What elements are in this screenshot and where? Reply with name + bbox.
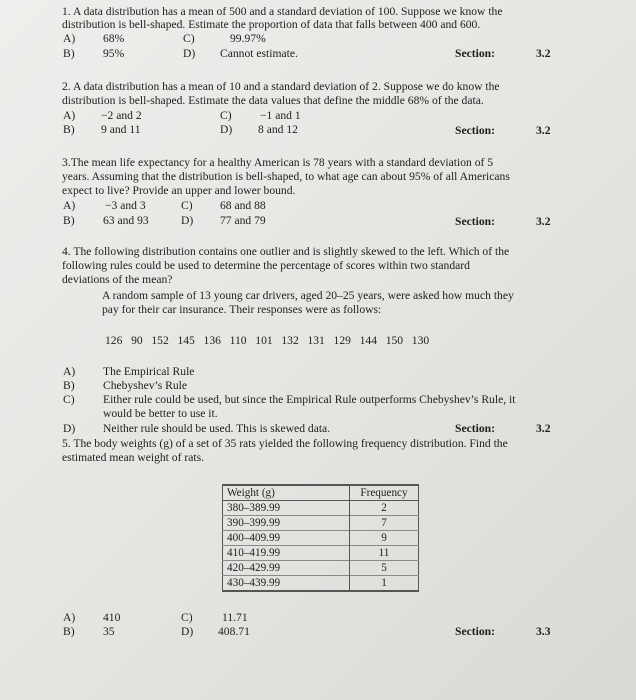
q4-section-label: Section:	[455, 422, 495, 435]
q1-b-label: B)	[63, 47, 75, 60]
table-row	[223, 531, 419, 546]
q4-stem-line1: 4. The following distribution contains one outlier and is slightly skewed to the left. Which of the	[62, 245, 510, 258]
weight-cell: 430–439.99	[223, 576, 350, 592]
q5-d-text: 408.71	[218, 625, 250, 638]
q4-data-values: 126 90 152 145 136 110 101 132 131 129 144 150 130	[105, 334, 430, 347]
frequency-cell: 7	[350, 516, 419, 531]
q2-section-number: 3.2	[536, 124, 551, 137]
q2-b-label: B)	[63, 123, 75, 136]
q4-section-number: 3.2	[536, 422, 551, 435]
q3-stem-line1: 3.The mean life expectancy for a healthy American is 78 years with a standard deviation of 5	[62, 156, 494, 169]
frequency-cell: 5	[350, 561, 419, 576]
q5-stem-line2: estimated mean weight of rats.	[62, 451, 204, 464]
q3-b-text: 63 and 93	[103, 214, 149, 227]
header-frequency: Frequency	[350, 485, 419, 501]
q5-b-text: 35	[103, 625, 115, 638]
q4-stem-line3: deviations of the mean?	[62, 273, 173, 286]
q2-stem-line2: distribution is bell-shaped. Estimate the data values that define the middle 68% of the data.	[62, 94, 484, 107]
q5-stem-line1: 5. The body weights (g) of a set of 35 rats yielded the following frequency distribution. Find the	[62, 437, 508, 450]
frequency-table	[222, 484, 419, 592]
q5-a-label: A)	[63, 611, 76, 624]
q4-d-text: Neither rule should be used. This is skewed data.	[103, 422, 331, 435]
q5-c-text: 11.71	[222, 611, 248, 624]
table-row	[223, 516, 419, 531]
weight-cell: 410–419.99	[223, 546, 350, 561]
q4-c-text-line2: would be better to use it.	[103, 407, 218, 420]
q3-d-text: 77 and 79	[220, 214, 266, 227]
q2-c-label: C)	[220, 109, 232, 122]
q2-a-text: −2 and 2	[101, 109, 142, 122]
weight-cell: 390–399.99	[223, 516, 350, 531]
frequency-cell: 2	[350, 501, 419, 516]
q1-section-number: 3.2	[536, 47, 551, 60]
q1-c-label: C)	[183, 32, 195, 45]
q3-a-label: A)	[63, 199, 76, 212]
q3-c-text: 68 and 88	[220, 199, 266, 212]
q3-d-label: D)	[181, 214, 194, 227]
weight-cell: 380–389.99	[223, 501, 350, 516]
q3-b-label: B)	[63, 214, 75, 227]
weight-cell: 400–409.99	[223, 531, 350, 546]
q1-a-label: A)	[63, 32, 76, 45]
q4-stem-line2: following rules could be used to determine the percentage of scores within two standard	[62, 259, 470, 272]
q5-d-label: D)	[181, 625, 194, 638]
frequency-cell: 1	[350, 576, 419, 592]
q5-a-text: 410	[103, 611, 121, 624]
q4-c-label: C)	[63, 393, 75, 406]
q3-section-number: 3.2	[536, 215, 551, 228]
table-row	[223, 561, 419, 576]
table-row	[223, 546, 419, 561]
q4-sample-line2: pay for their car insurance. Their responses were as follows:	[102, 303, 382, 316]
table-row	[223, 501, 419, 516]
q2-d-text: 8 and 12	[258, 123, 298, 136]
q3-c-label: C)	[181, 199, 193, 212]
q3-stem-line3: expect to live? Provide an upper and lower bound.	[62, 184, 296, 197]
q4-b-text: Chebyshev’s Rule	[103, 379, 188, 392]
q1-stem-line1: 1. A data distribution has a mean of 500 and a standard deviation of 100. Suppose we know the	[62, 5, 503, 18]
q4-sample-line1: A random sample of 13 young car drivers, aged 20–25 years, were asked how much they	[102, 289, 514, 302]
weight-cell: 420–429.99	[223, 561, 350, 576]
q2-stem-line1: 2. A data distribution has a mean of 10 and a standard deviation of 2. Suppose we do know the	[62, 80, 500, 93]
q4-a-label: A)	[63, 365, 76, 378]
q2-a-label: A)	[63, 109, 76, 122]
q3-section-label: Section:	[455, 215, 495, 228]
q2-d-label: D)	[220, 123, 233, 136]
q5-section-number: 3.3	[536, 625, 551, 638]
q4-a-text: The Empirical Rule	[103, 365, 195, 378]
q1-a-text: 68%	[103, 32, 125, 45]
q1-section-label: Section:	[455, 47, 495, 60]
q2-c-text: −1 and 1	[260, 109, 301, 122]
table-row	[223, 576, 419, 592]
q5-b-label: B)	[63, 625, 75, 638]
frequency-cell: 11	[350, 546, 419, 561]
q3-a-text: −3 and 3	[105, 199, 146, 212]
frequency-cell: 9	[350, 531, 419, 546]
q1-c-text: 99.97%	[230, 32, 266, 45]
q1-d-label: D)	[183, 47, 196, 60]
header-weight: Weight (g)	[223, 485, 350, 501]
q1-d-text: Cannot estimate.	[220, 47, 298, 60]
q4-c-text-line1: Either rule could be used, but since the Empirical Rule outperforms Chebyshev’s Rule, it	[103, 393, 516, 406]
q5-section-label: Section:	[455, 625, 495, 638]
frequency-table-header	[223, 485, 419, 501]
q5-c-label: C)	[181, 611, 193, 624]
q4-d-label: D)	[63, 422, 76, 435]
q1-stem-line2: distribution is bell-shaped. Estimate the proportion of data that falls between 400 and 600.	[62, 18, 481, 31]
q2-b-text: 9 and 11	[101, 123, 141, 136]
q2-section-label: Section:	[455, 124, 495, 137]
q3-stem-line2: years. Assuming that the distribution is bell-shaped, to what age can about 95% of all Americans	[62, 170, 510, 183]
q4-b-label: B)	[63, 379, 75, 392]
q1-b-text: 95%	[103, 47, 125, 60]
